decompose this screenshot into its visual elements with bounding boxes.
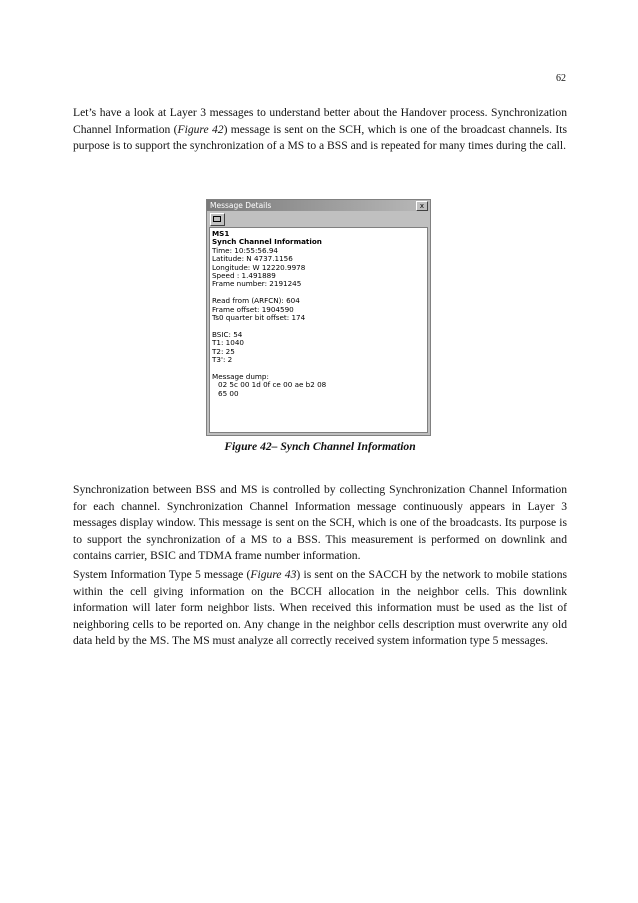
system-info-paragraph xyxy=(73,567,567,650)
save-icon xyxy=(213,216,221,222)
paragraph-text: System Information Type 5 message ( xyxy=(73,568,251,581)
message-line: Read from (ARFCN): 604 xyxy=(212,296,300,306)
figure-caption xyxy=(0,440,638,453)
message-line: Speed : 1.491889 xyxy=(212,271,276,281)
window-titlebar xyxy=(207,200,430,211)
page-number: 62 xyxy=(556,73,566,84)
paragraph-text: ) message is sent on the SCH, which is one of the broadcast channels. Its purpose is to support the synchronization of a MS to a BSS and is repeated for many times during the call. xyxy=(73,122,567,152)
message-line: Ts0 quarter bit offset: 174 xyxy=(212,313,306,323)
message-line: Time: 10:55:56.94 xyxy=(212,245,279,255)
close-button[interactable]: x xyxy=(416,201,428,211)
message-dump-line: 65 00 xyxy=(218,388,239,398)
message-line: Frame offset: 1904590 xyxy=(212,304,294,314)
message-source: MS1 xyxy=(212,229,230,238)
toolbar-button[interactable] xyxy=(210,213,225,226)
message-content xyxy=(209,227,428,433)
message-line: Longitude: W 12220.9978 xyxy=(212,262,306,272)
message-dump-line: 02 5c 00 1d 0f ce 00 ae b2 08 xyxy=(218,380,327,390)
message-line: Message dump: xyxy=(212,371,269,381)
message-line: Frame number: 2191245 xyxy=(212,279,302,289)
figure-reference: Figure 43 xyxy=(250,568,297,581)
caption-text: Figure 42– Synch Channel Information xyxy=(224,440,416,453)
window-toolbar xyxy=(207,211,430,227)
window-title: Message Details xyxy=(210,201,272,210)
intro-paragraph xyxy=(73,105,567,155)
figure-reference: Figure 42 xyxy=(177,122,224,136)
message-line: T3': 2 xyxy=(212,355,233,365)
message-line: T1: 1040 xyxy=(212,338,244,348)
paragraph-text: Let’s have a look at Layer 3 messages to understand better about the Handover process. Synchronization Channel Information ( xyxy=(73,106,567,136)
message-line: Latitude: N 4737.1156 xyxy=(212,254,293,264)
message-details-window xyxy=(206,199,431,436)
blank-line xyxy=(212,322,427,330)
paragraph-text: ) is sent on the SACCH by the network to mobile stations within the cell giving information on the BCCH allocation in the neighbor cells. This downlink information will later form neighbor lists. When received this information must be used as the list of neighboring cells to be reported on. Any change in the neighbor cells description must overwrite any old data held by the MS. The MS must analyze all correctly received system information type 5 messages. xyxy=(73,568,567,647)
message-line: BSIC: 54 xyxy=(212,329,243,339)
synchronization-paragraph: Synchronization between BSS and MS is controlled by collecting Synchronization Channel Information for each channel. Synchronization Channel Information message continuously appears in Layer 3 messages display window. This message is sent on the SCH, which is one of the broadcasts. Its purpose is to support the synchronization of a MS to a BSS. This measurement is performed on downlink and contains carrier, BSIC and TDMA frame number information. xyxy=(73,483,567,562)
message-line: T2: 25 xyxy=(212,346,235,356)
message-type: Synch Channel Information xyxy=(212,237,322,247)
